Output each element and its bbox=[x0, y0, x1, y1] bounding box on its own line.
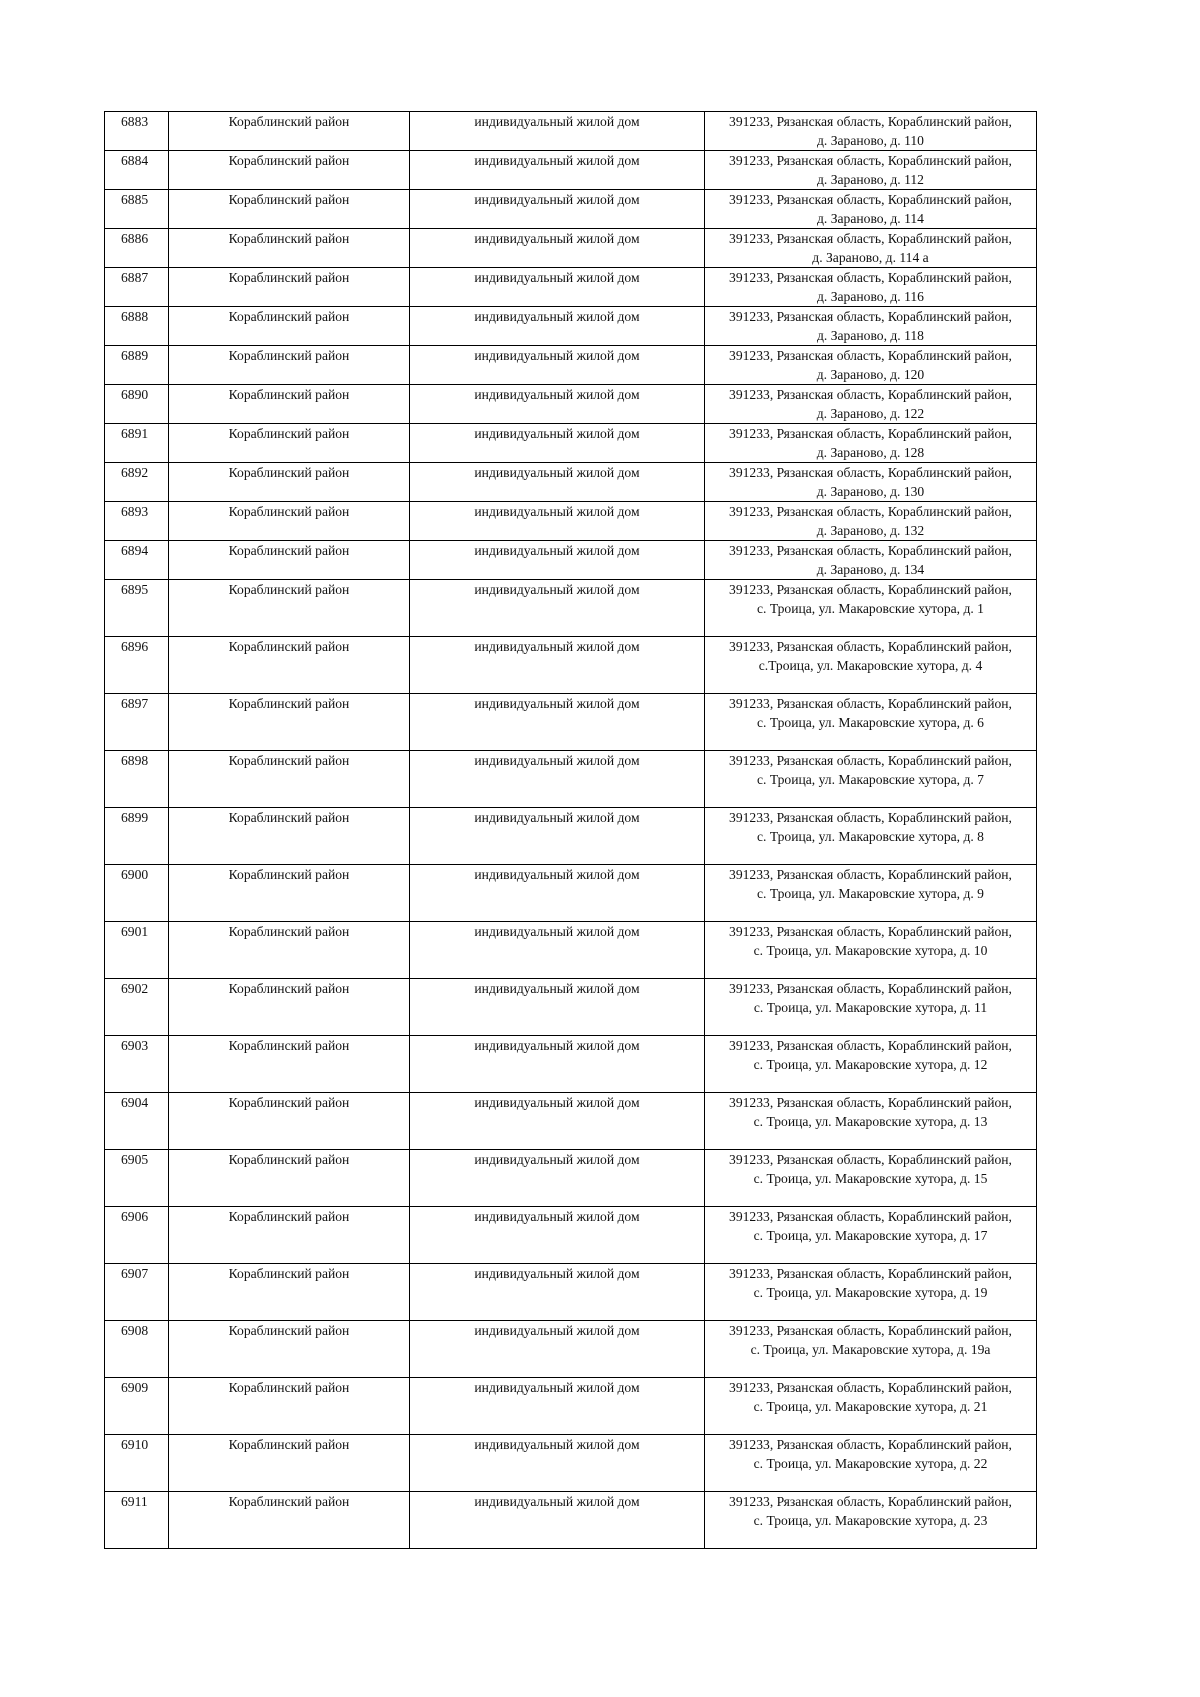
address-line-2: д. Зараново, д. 116 bbox=[817, 289, 924, 304]
address-cell bbox=[705, 112, 1037, 151]
address-cell bbox=[705, 346, 1037, 385]
district-cell: Кораблинский район bbox=[169, 580, 410, 637]
row-number-cell: 6890 bbox=[105, 385, 169, 424]
district-cell: Кораблинский район bbox=[169, 1492, 410, 1549]
object-type-cell: индивидуальный жилой дом bbox=[410, 463, 705, 502]
row-number-cell: 6909 bbox=[105, 1378, 169, 1435]
row-number-cell: 6896 bbox=[105, 637, 169, 694]
table-row bbox=[105, 502, 1037, 541]
object-type-cell: индивидуальный жилой дом bbox=[410, 1435, 705, 1492]
address-line-2: с. Троица, ул. Макаровские хутора, д. 19 bbox=[753, 1285, 988, 1300]
address-line-2: с. Троица, ул. Макаровские хутора, д. 17 bbox=[753, 1228, 988, 1243]
row-number-cell: 6888 bbox=[105, 307, 169, 346]
row-number-cell: 6894 bbox=[105, 541, 169, 580]
address-line-1: 391233, Рязанская область, Кораблинский район, bbox=[729, 810, 1012, 825]
address-line-2: с. Троица, ул. Макаровские хутора, д. 19а bbox=[750, 1342, 991, 1357]
address-line-2: д. Зараново, д. 110 bbox=[817, 133, 924, 148]
row-number-cell: 6908 bbox=[105, 1321, 169, 1378]
table-row bbox=[105, 229, 1037, 268]
address-cell bbox=[705, 1150, 1037, 1207]
district-cell: Кораблинский район bbox=[169, 1435, 410, 1492]
row-number-cell: 6904 bbox=[105, 1093, 169, 1150]
address-line-2: д. Зараново, д. 134 bbox=[816, 562, 925, 577]
district-cell: Кораблинский район bbox=[169, 637, 410, 694]
address-cell bbox=[705, 808, 1037, 865]
table-row bbox=[105, 268, 1037, 307]
address-line-2: с.Троица, ул. Макаровские хутора, д. 4 bbox=[758, 658, 983, 673]
district-cell: Кораблинский район bbox=[169, 1264, 410, 1321]
object-type-cell: индивидуальный жилой дом bbox=[410, 637, 705, 694]
address-line-2: с. Троица, ул. Макаровские хутора, д. 21 bbox=[753, 1399, 988, 1414]
object-type-cell: индивидуальный жилой дом bbox=[410, 190, 705, 229]
address-line-1: 391233, Рязанская область, Кораблинский район, bbox=[729, 924, 1012, 939]
table-row bbox=[105, 694, 1037, 751]
address-line-2: с. Троица, ул. Макаровские хутора, д. 12 bbox=[753, 1057, 988, 1072]
address-cell bbox=[705, 385, 1037, 424]
table-row bbox=[105, 1264, 1037, 1321]
table-row bbox=[105, 808, 1037, 865]
address-cell bbox=[705, 1492, 1037, 1549]
address-line-1: 391233, Рязанская область, Кораблинский район, bbox=[729, 348, 1012, 363]
address-line-1: 391233, Рязанская область, Кораблинский район, bbox=[729, 192, 1012, 207]
district-cell: Кораблинский район bbox=[169, 1150, 410, 1207]
object-type-cell: индивидуальный жилой дом bbox=[410, 1321, 705, 1378]
table-row bbox=[105, 1036, 1037, 1093]
table-row bbox=[105, 1378, 1037, 1435]
district-cell: Кораблинский район bbox=[169, 541, 410, 580]
object-type-cell: индивидуальный жилой дом bbox=[410, 1378, 705, 1435]
district-cell: Кораблинский район bbox=[169, 865, 410, 922]
address-line-1: 391233, Рязанская область, Кораблинский район, bbox=[729, 981, 1012, 996]
row-number-cell: 6885 bbox=[105, 190, 169, 229]
table-row bbox=[105, 751, 1037, 808]
row-number-cell: 6883 bbox=[105, 112, 169, 151]
address-line-2: с. Троица, ул. Макаровские хутора, д. 13 bbox=[753, 1114, 988, 1129]
address-line-2: с. Троица, ул. Макаровские хутора, д. 8 bbox=[757, 829, 984, 844]
object-type-cell: индивидуальный жилой дом bbox=[410, 424, 705, 463]
district-cell: Кораблинский район bbox=[169, 694, 410, 751]
address-line-1: 391233, Рязанская область, Кораблинский район, bbox=[729, 1266, 1012, 1281]
address-cell bbox=[705, 922, 1037, 979]
address-line-2: с. Троица, ул. Макаровские хутора, д. 10 bbox=[753, 943, 988, 958]
table-row bbox=[105, 1093, 1037, 1150]
address-cell bbox=[705, 463, 1037, 502]
address-line-1: 391233, Рязанская область, Кораблинский район, bbox=[729, 504, 1012, 519]
row-number-cell: 6910 bbox=[105, 1435, 169, 1492]
table-row bbox=[105, 1435, 1037, 1492]
table-row bbox=[105, 151, 1037, 190]
registry-table-body bbox=[105, 112, 1037, 1549]
row-number-cell: 6907 bbox=[105, 1264, 169, 1321]
object-type-cell: индивидуальный жилой дом bbox=[410, 541, 705, 580]
address-line-2: с. Троица, ул. Макаровские хутора, д. 23 bbox=[753, 1513, 988, 1528]
address-line-1: 391233, Рязанская область, Кораблинский район, bbox=[729, 582, 1012, 597]
row-number-cell: 6889 bbox=[105, 346, 169, 385]
table-row bbox=[105, 580, 1037, 637]
address-cell bbox=[705, 151, 1037, 190]
address-line-2: д. Зараново, д. 114 а bbox=[812, 250, 929, 265]
district-cell: Кораблинский район bbox=[169, 190, 410, 229]
row-number-cell: 6886 bbox=[105, 229, 169, 268]
address-cell bbox=[705, 1321, 1037, 1378]
table-row bbox=[105, 637, 1037, 694]
object-type-cell: индивидуальный жилой дом bbox=[410, 1207, 705, 1264]
row-number-cell: 6903 bbox=[105, 1036, 169, 1093]
district-cell: Кораблинский район bbox=[169, 922, 410, 979]
object-type-cell: индивидуальный жилой дом bbox=[410, 922, 705, 979]
address-line-1: 391233, Рязанская область, Кораблинский район, bbox=[729, 1152, 1012, 1167]
table-row bbox=[105, 385, 1037, 424]
address-line-2: с. Троица, ул. Макаровские хутора, д. 1 bbox=[757, 601, 984, 616]
object-type-cell: индивидуальный жилой дом bbox=[410, 865, 705, 922]
address-line-2: д. Зараново, д. 130 bbox=[816, 484, 925, 499]
row-number-cell: 6901 bbox=[105, 922, 169, 979]
address-cell bbox=[705, 979, 1037, 1036]
address-cell bbox=[705, 1036, 1037, 1093]
address-line-2: с. Троица, ул. Макаровские хутора, д. 9 bbox=[757, 886, 984, 901]
object-type-cell: индивидуальный жилой дом bbox=[410, 580, 705, 637]
address-line-1: 391233, Рязанская область, Кораблинский район, bbox=[729, 1323, 1012, 1338]
address-cell bbox=[705, 865, 1037, 922]
table-row bbox=[105, 1321, 1037, 1378]
row-number-cell: 6884 bbox=[105, 151, 169, 190]
address-cell bbox=[705, 580, 1037, 637]
address-cell bbox=[705, 1093, 1037, 1150]
object-type-cell: индивидуальный жилой дом bbox=[410, 1264, 705, 1321]
address-line-1: 391233, Рязанская область, Кораблинский район, bbox=[729, 1494, 1012, 1509]
address-line-2: д. Зараново, д. 118 bbox=[817, 328, 924, 343]
address-line-1: 391233, Рязанская область, Кораблинский район, bbox=[729, 1095, 1012, 1110]
address-cell bbox=[705, 424, 1037, 463]
row-number-cell: 6911 bbox=[105, 1492, 169, 1549]
object-type-cell: индивидуальный жилой дом bbox=[410, 385, 705, 424]
address-line-1: 391233, Рязанская область, Кораблинский район, bbox=[729, 231, 1012, 246]
address-line-2: д. Зараново, д. 122 bbox=[816, 406, 925, 421]
table-row bbox=[105, 1150, 1037, 1207]
row-number-cell: 6897 bbox=[105, 694, 169, 751]
address-cell bbox=[705, 190, 1037, 229]
row-number-cell: 6895 bbox=[105, 580, 169, 637]
address-cell bbox=[705, 1378, 1037, 1435]
address-line-1: 391233, Рязанская область, Кораблинский район, bbox=[729, 753, 1012, 768]
object-type-cell: индивидуальный жилой дом bbox=[410, 808, 705, 865]
object-type-cell: индивидуальный жилой дом bbox=[410, 112, 705, 151]
object-type-cell: индивидуальный жилой дом bbox=[410, 1150, 705, 1207]
object-type-cell: индивидуальный жилой дом bbox=[410, 346, 705, 385]
object-type-cell: индивидуальный жилой дом bbox=[410, 151, 705, 190]
object-type-cell: индивидуальный жилой дом bbox=[410, 229, 705, 268]
row-number-cell: 6900 bbox=[105, 865, 169, 922]
row-number-cell: 6892 bbox=[105, 463, 169, 502]
address-line-2: д. Зараново, д. 128 bbox=[816, 445, 925, 460]
district-cell: Кораблинский район bbox=[169, 502, 410, 541]
address-line-2: д. Зараново, д. 114 bbox=[817, 211, 924, 226]
district-cell: Кораблинский район bbox=[169, 424, 410, 463]
address-line-1: 391233, Рязанская область, Кораблинский район, bbox=[729, 114, 1012, 129]
row-number-cell: 6906 bbox=[105, 1207, 169, 1264]
table-row bbox=[105, 307, 1037, 346]
district-cell: Кораблинский район bbox=[169, 1207, 410, 1264]
table-row bbox=[105, 1492, 1037, 1549]
table-row bbox=[105, 112, 1037, 151]
address-line-1: 391233, Рязанская область, Кораблинский район, bbox=[729, 465, 1012, 480]
row-number-cell: 6905 bbox=[105, 1150, 169, 1207]
district-cell: Кораблинский район bbox=[169, 112, 410, 151]
address-line-1: 391233, Рязанская область, Кораблинский район, bbox=[729, 153, 1012, 168]
table-row bbox=[105, 922, 1037, 979]
address-line-1: 391233, Рязанская область, Кораблинский район, bbox=[729, 867, 1012, 882]
address-line-1: 391233, Рязанская область, Кораблинский район, bbox=[729, 696, 1012, 711]
row-number-cell: 6902 bbox=[105, 979, 169, 1036]
address-line-1: 391233, Рязанская область, Кораблинский район, bbox=[729, 1380, 1012, 1395]
address-line-1: 391233, Рязанская область, Кораблинский район, bbox=[729, 1038, 1012, 1053]
address-cell bbox=[705, 694, 1037, 751]
row-number-cell: 6887 bbox=[105, 268, 169, 307]
address-line-1: 391233, Рязанская область, Кораблинский район, bbox=[729, 270, 1012, 285]
address-cell bbox=[705, 307, 1037, 346]
row-number-cell: 6891 bbox=[105, 424, 169, 463]
address-line-1: 391233, Рязанская область, Кораблинский район, bbox=[729, 426, 1012, 441]
address-cell bbox=[705, 1435, 1037, 1492]
district-cell: Кораблинский район bbox=[169, 1093, 410, 1150]
address-cell bbox=[705, 541, 1037, 580]
address-cell bbox=[705, 751, 1037, 808]
district-cell: Кораблинский район bbox=[169, 307, 410, 346]
table-row bbox=[105, 346, 1037, 385]
object-type-cell: индивидуальный жилой дом bbox=[410, 268, 705, 307]
district-cell: Кораблинский район bbox=[169, 979, 410, 1036]
registry-table bbox=[104, 111, 1037, 1549]
district-cell: Кораблинский район bbox=[169, 1321, 410, 1378]
address-line-2: с. Троица, ул. Макаровские хутора, д. 22 bbox=[753, 1456, 988, 1471]
table-row bbox=[105, 865, 1037, 922]
table-row bbox=[105, 1207, 1037, 1264]
row-number-cell: 6893 bbox=[105, 502, 169, 541]
district-cell: Кораблинский район bbox=[169, 808, 410, 865]
address-line-2: с. Троица, ул. Макаровские хутора, д. 7 bbox=[757, 772, 984, 787]
address-cell bbox=[705, 268, 1037, 307]
district-cell: Кораблинский район bbox=[169, 268, 410, 307]
row-number-cell: 6899 bbox=[105, 808, 169, 865]
district-cell: Кораблинский район bbox=[169, 229, 410, 268]
object-type-cell: индивидуальный жилой дом bbox=[410, 979, 705, 1036]
address-line-2: с. Троица, ул. Макаровские хутора, д. 6 bbox=[757, 715, 984, 730]
address-cell bbox=[705, 502, 1037, 541]
object-type-cell: индивидуальный жилой дом bbox=[410, 751, 705, 808]
table-row bbox=[105, 979, 1037, 1036]
object-type-cell: индивидуальный жилой дом bbox=[410, 502, 705, 541]
table-row bbox=[105, 424, 1037, 463]
address-line-2: д. Зараново, д. 112 bbox=[817, 172, 924, 187]
district-cell: Кораблинский район bbox=[169, 1036, 410, 1093]
address-line-1: 391233, Рязанская область, Кораблинский район, bbox=[729, 387, 1012, 402]
address-line-2: с. Троица, ул. Макаровские хутора, д. 15 bbox=[753, 1171, 988, 1186]
row-number-cell: 6898 bbox=[105, 751, 169, 808]
district-cell: Кораблинский район bbox=[169, 151, 410, 190]
district-cell: Кораблинский район bbox=[169, 1378, 410, 1435]
object-type-cell: индивидуальный жилой дом bbox=[410, 1492, 705, 1549]
address-line-2: с. Троица, ул. Макаровские хутора, д. 11 bbox=[753, 1000, 988, 1015]
address-cell bbox=[705, 229, 1037, 268]
address-line-1: 391233, Рязанская область, Кораблинский район, bbox=[729, 543, 1012, 558]
table-row bbox=[105, 541, 1037, 580]
address-line-1: 391233, Рязанская область, Кораблинский район, bbox=[729, 1209, 1012, 1224]
address-cell bbox=[705, 1207, 1037, 1264]
object-type-cell: индивидуальный жилой дом bbox=[410, 1093, 705, 1150]
district-cell: Кораблинский район bbox=[169, 385, 410, 424]
table-row bbox=[105, 190, 1037, 229]
address-cell bbox=[705, 637, 1037, 694]
address-line-2: д. Зараново, д. 120 bbox=[816, 367, 925, 382]
table-row bbox=[105, 463, 1037, 502]
object-type-cell: индивидуальный жилой дом bbox=[410, 1036, 705, 1093]
district-cell: Кораблинский район bbox=[169, 463, 410, 502]
address-line-1: 391233, Рязанская область, Кораблинский район, bbox=[729, 309, 1012, 324]
address-cell bbox=[705, 1264, 1037, 1321]
object-type-cell: индивидуальный жилой дом bbox=[410, 307, 705, 346]
district-cell: Кораблинский район bbox=[169, 751, 410, 808]
address-line-1: 391233, Рязанская область, Кораблинский район, bbox=[729, 1437, 1012, 1452]
address-line-1: 391233, Рязанская область, Кораблинский район, bbox=[729, 639, 1012, 654]
district-cell: Кораблинский район bbox=[169, 346, 410, 385]
object-type-cell: индивидуальный жилой дом bbox=[410, 694, 705, 751]
address-line-2: д. Зараново, д. 132 bbox=[816, 523, 925, 538]
